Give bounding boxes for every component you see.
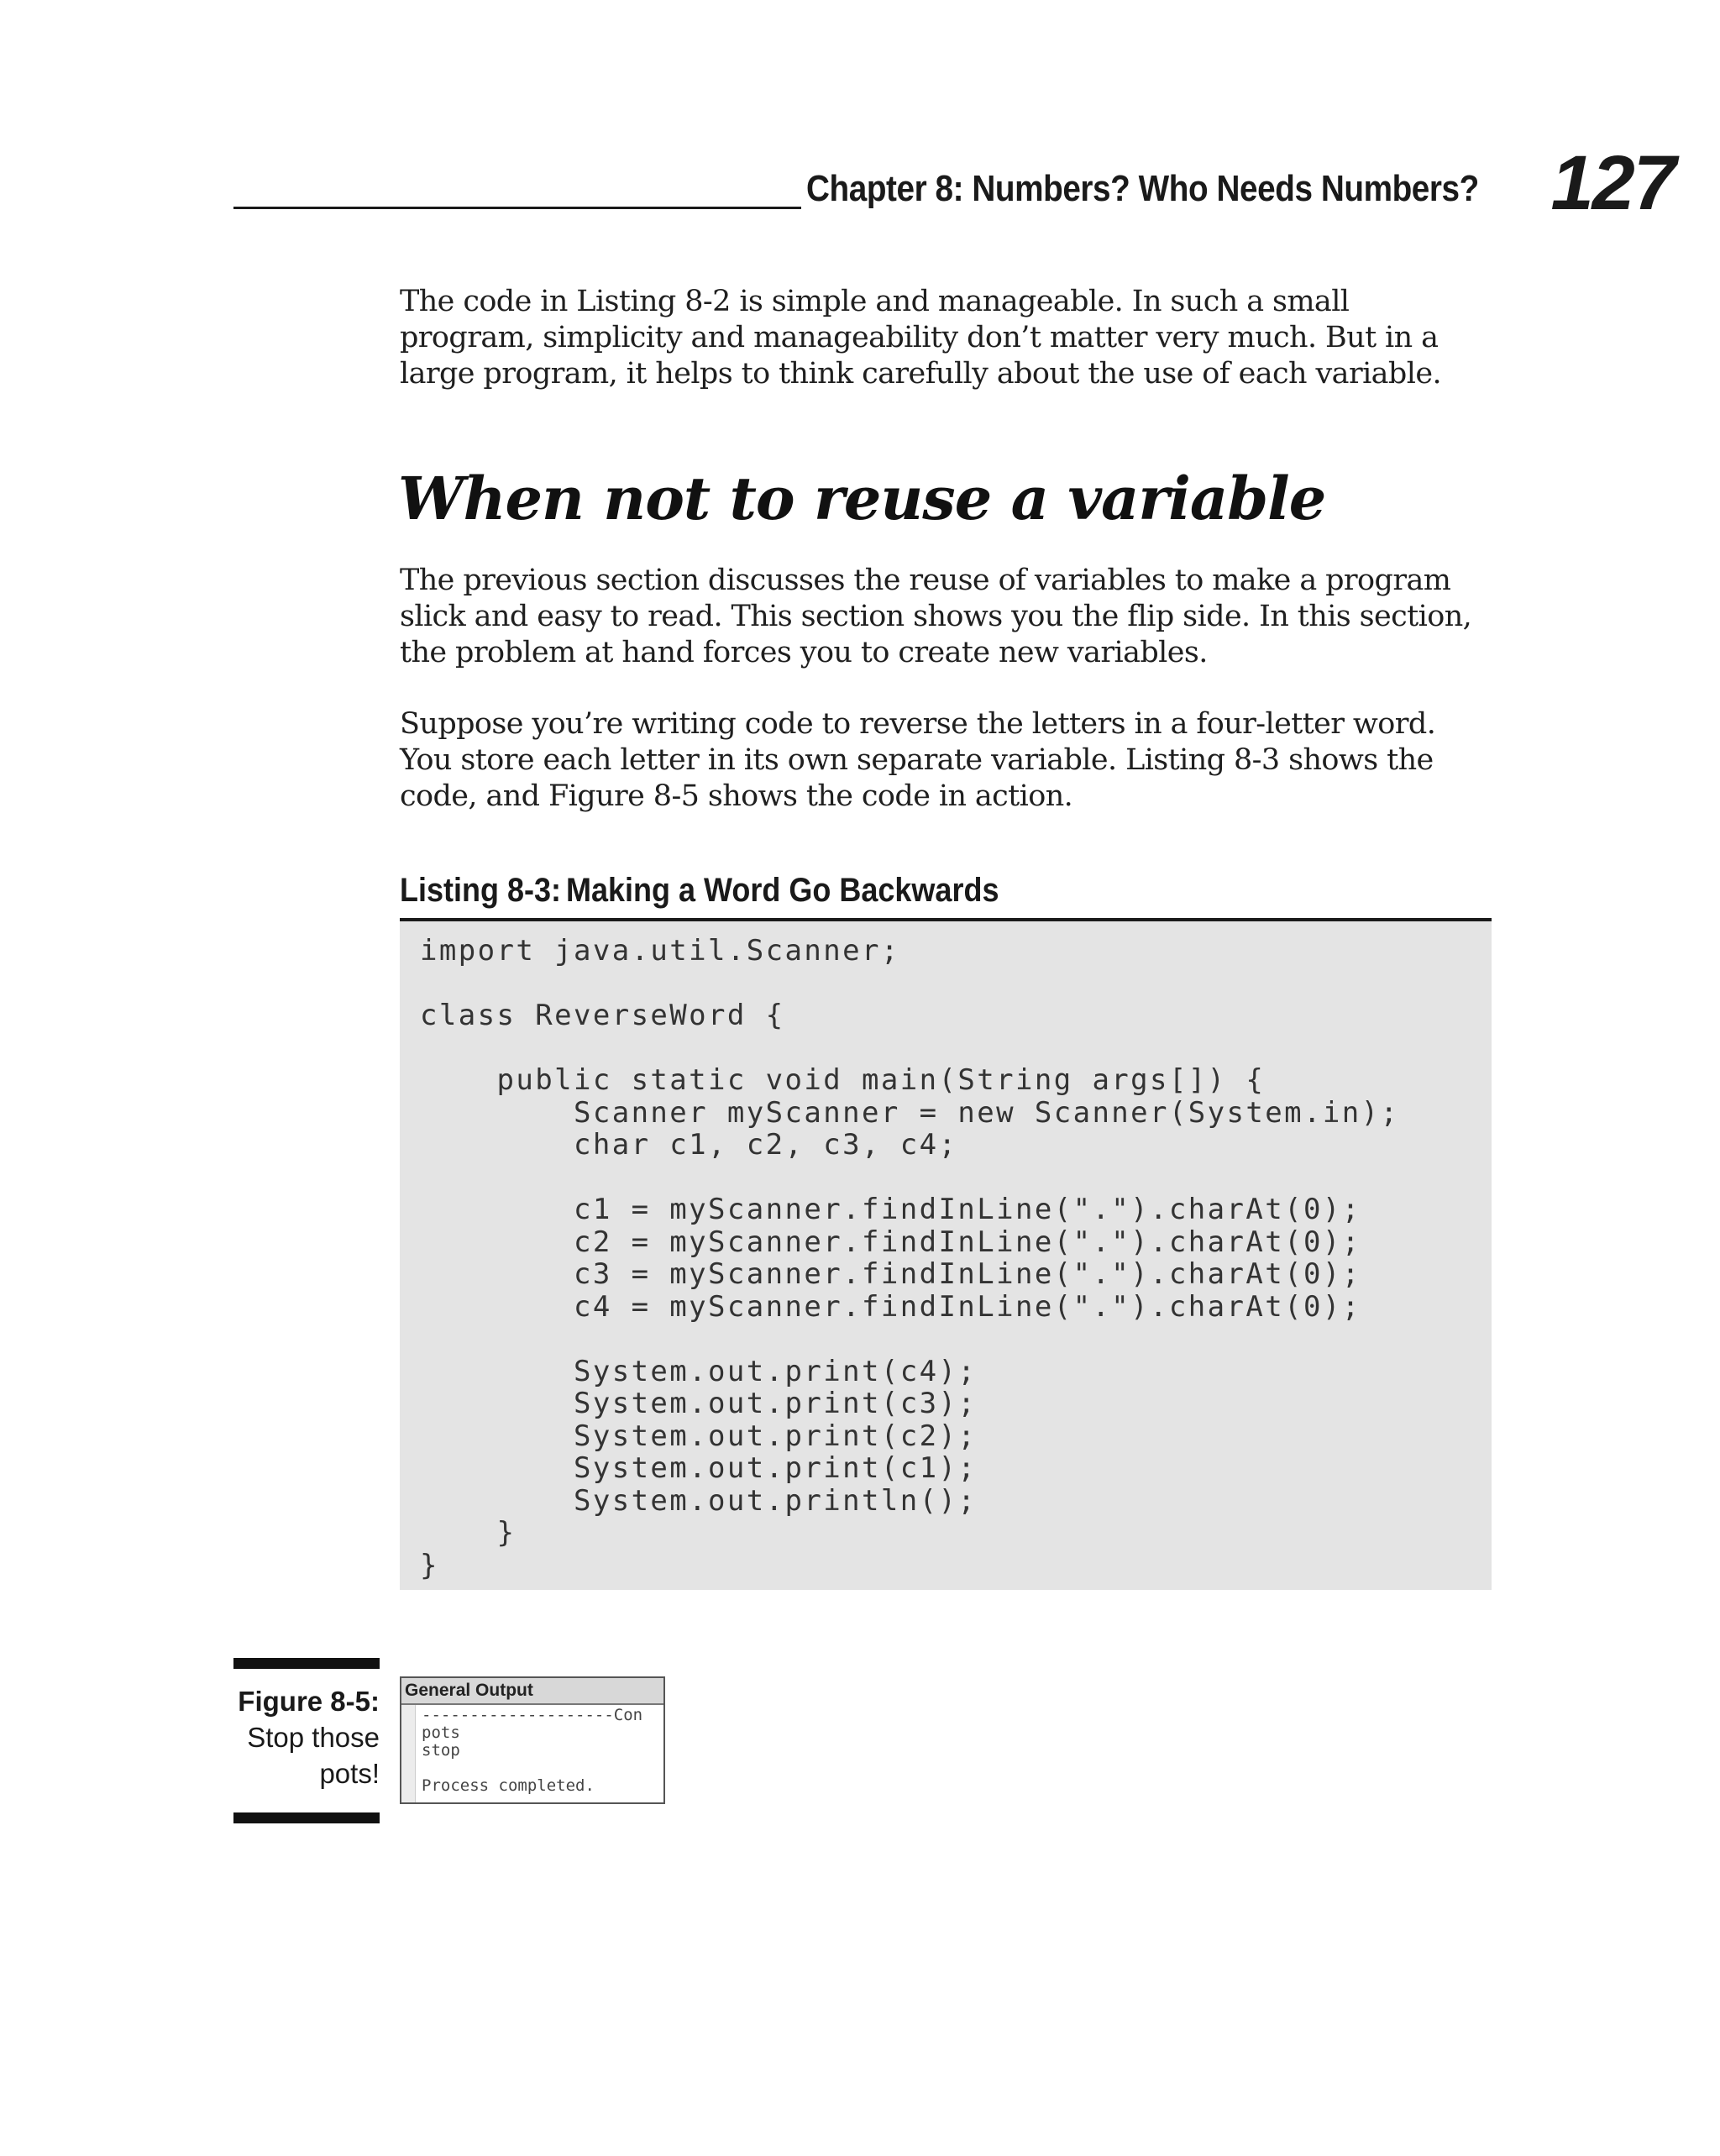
figure-label: Figure 8-5:: [238, 1686, 380, 1717]
listing-caption: [400, 872, 999, 910]
general-output-window: [400, 1676, 665, 1804]
body-paragraph: Suppose you’re writing code to reverse the letters in a four-letter word. You store each letter in its own separate variable. Listing 8-3 shows the code, and Figure 8-5 shows the code in action.: [400, 707, 1436, 813]
output-window-title: General Output: [401, 1678, 663, 1705]
figure-caption-line: Stop those: [247, 1722, 380, 1753]
code-text: import java.util.Scanner; class ReverseWord { public static void main(String args[]) { Scanner myScanner = new Scanner(System.in); char c1, c2, c3, c4; c1 = myScanner.findInLine(".").charAt(0); c2 = myScanner.findInLine(".").charAt(0); c3 = myScanner.findInLine(".").charAt(0); c4 = myScanner.findInLine(".").charAt(0); System.out.print(c4); System.out.print(c3); System.out.print(c2); System.out.print(c1); System.out.println(); } }: [420, 934, 1400, 1582]
code-listing: [400, 921, 1492, 1590]
listing-number: Listing 8-3:: [400, 872, 562, 909]
output-body: [401, 1705, 663, 1802]
output-gutter: [401, 1705, 416, 1802]
figure-bar-top: [233, 1658, 380, 1669]
output-text: pots stop Process completed.: [422, 1723, 595, 1795]
chapter-title: Chapter 8: Numbers? Who Needs Numbers?: [806, 168, 1479, 209]
figure-caption-line: pots!: [319, 1758, 380, 1789]
page-number: 127: [1550, 140, 1675, 226]
body-paragraph: The previous section discusses the reuse of variables to make a program slick and easy to read. This section shows you the flip side. In this section, the problem at hand forces you to create new variables.: [400, 564, 1472, 669]
listing-title: Making a Word Go Backwards: [566, 872, 999, 909]
output-separator: --------------------Con: [422, 1707, 643, 1724]
header-rule: [233, 207, 801, 209]
figure-bar-bottom: [233, 1812, 380, 1823]
section-heading: When not to reuse a variable: [398, 464, 1326, 533]
figure-caption: [233, 1683, 380, 1791]
intro-paragraph: The code in Listing 8-2 is simple and manageable. In such a small program, simplicity and manageability don’t matter very much. But in a large program, it helps to think carefully about the use of each variable.: [400, 285, 1441, 391]
